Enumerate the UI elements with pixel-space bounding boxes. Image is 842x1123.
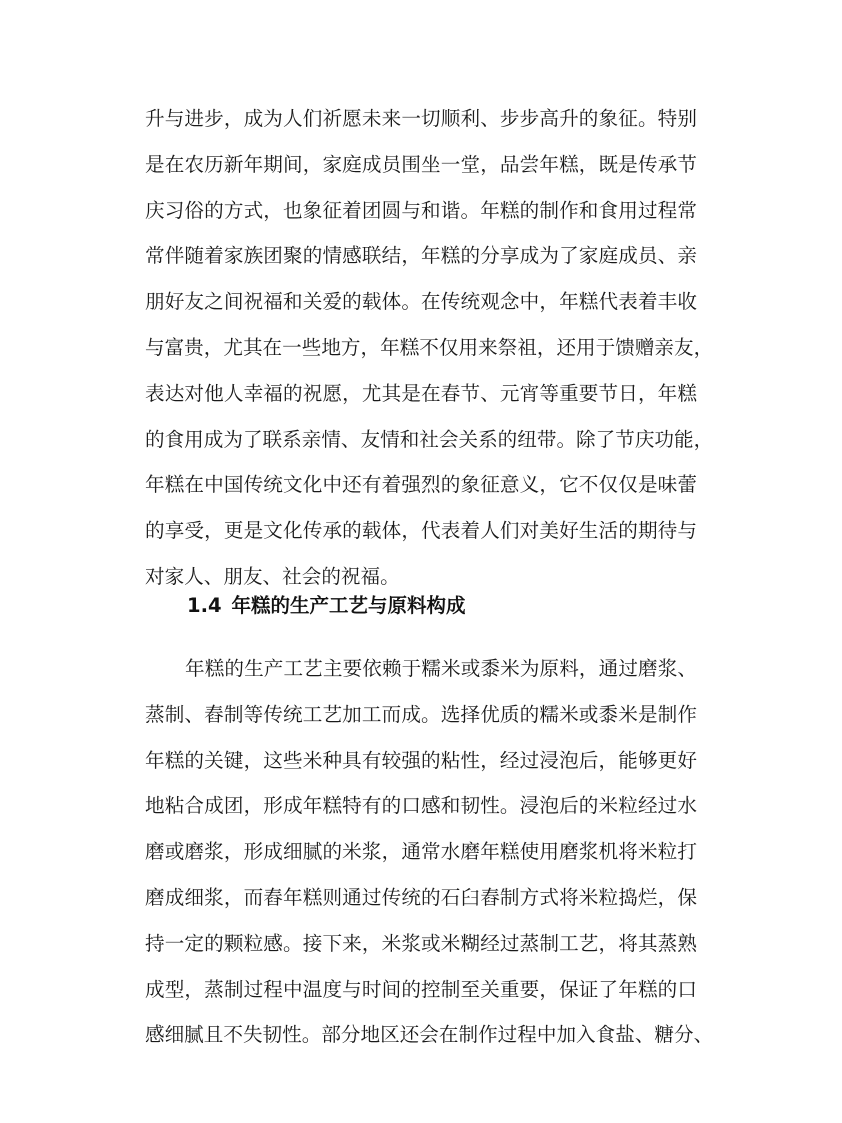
paragraph-line: 年糕在中国传统文化中还有着强烈的象征意义，它不仅仅是味蕾 [145,473,697,497]
section-number: 1.4 [187,594,222,617]
paragraph-line: 表达对他人幸福的祝愿，尤其是在春节、元宵等重要节日，年糕 [145,381,697,405]
paragraph-line: 感细腻且不失韧性。部分地区还会在制作过程中加入食盐、糖分、 [145,1023,714,1047]
paragraph-line: 的享受，更是文化传承的载体，代表着人们对美好生活的期待与 [145,519,697,543]
paragraph-line: 庆习俗的方式，也象征着团圆与和谐。年糕的制作和食用过程常 [145,198,697,222]
body-paragraph-2 [145,646,714,1058]
paragraph-line: 是在农历新年期间，家庭成员围坐一堂，品尝年糕，既是传承节 [145,152,697,176]
paragraph-line: 常伴随着家族团聚的情感联结，年糕的分享成为了家庭成员、亲 [145,244,697,268]
paragraph-line: 年糕的关键，这些米种具有较强的粘性，经过浸泡后，能够更好 [145,748,697,772]
paragraph-line: 持一定的颗粒感。接下来，米浆或米糊经过蒸制工艺，将其蒸熟 [145,931,697,955]
paragraph-line: 的食用成为了联系亲情、友情和社会关系的纽带。除了节庆功能， [145,427,714,451]
paragraph-line: 升与进步，成为人们祈愿未来一切顺利、步步高升的象征。特别 [145,107,697,130]
paragraph-line: 成型，蒸制过程中温度与时间的控制至关重要，保证了年糕的口 [145,977,697,1001]
section-title: 年糕的生产工艺与原料构成 [231,594,466,617]
paragraph-line: 磨或磨浆，形成细腻的米浆，通常水磨年糕使用磨浆机将米粒打 [145,840,697,864]
paragraph-line: 对家人、朋友、社会的祝福。 [145,564,400,588]
paragraph-line: 与富贵，尤其在一些地方，年糕不仅用来祭祖，还用于馈赠亲友， [145,335,714,359]
section-heading [187,587,466,625]
paragraph-line: 磨成细浆，而舂年糕则通过传统的石臼舂制方式将米粒捣烂，保 [145,885,697,909]
paragraph-line: 年糕的生产工艺主要依赖于糯米或黍米为原料，通过磨浆、 [185,657,697,680]
body-paragraph-1 [145,96,714,600]
paragraph-line: 朋好友之间祝福和关爱的载体。在传统观念中，年糕代表着丰收 [145,290,697,314]
paragraph-line: 地粘合成团，形成年糕特有的口感和韧性。浸泡后的米粒经过水 [145,794,697,818]
paragraph-line: 蒸制、舂制等传统工艺加工而成。选择优质的糯米或黍米是制作 [145,702,697,726]
